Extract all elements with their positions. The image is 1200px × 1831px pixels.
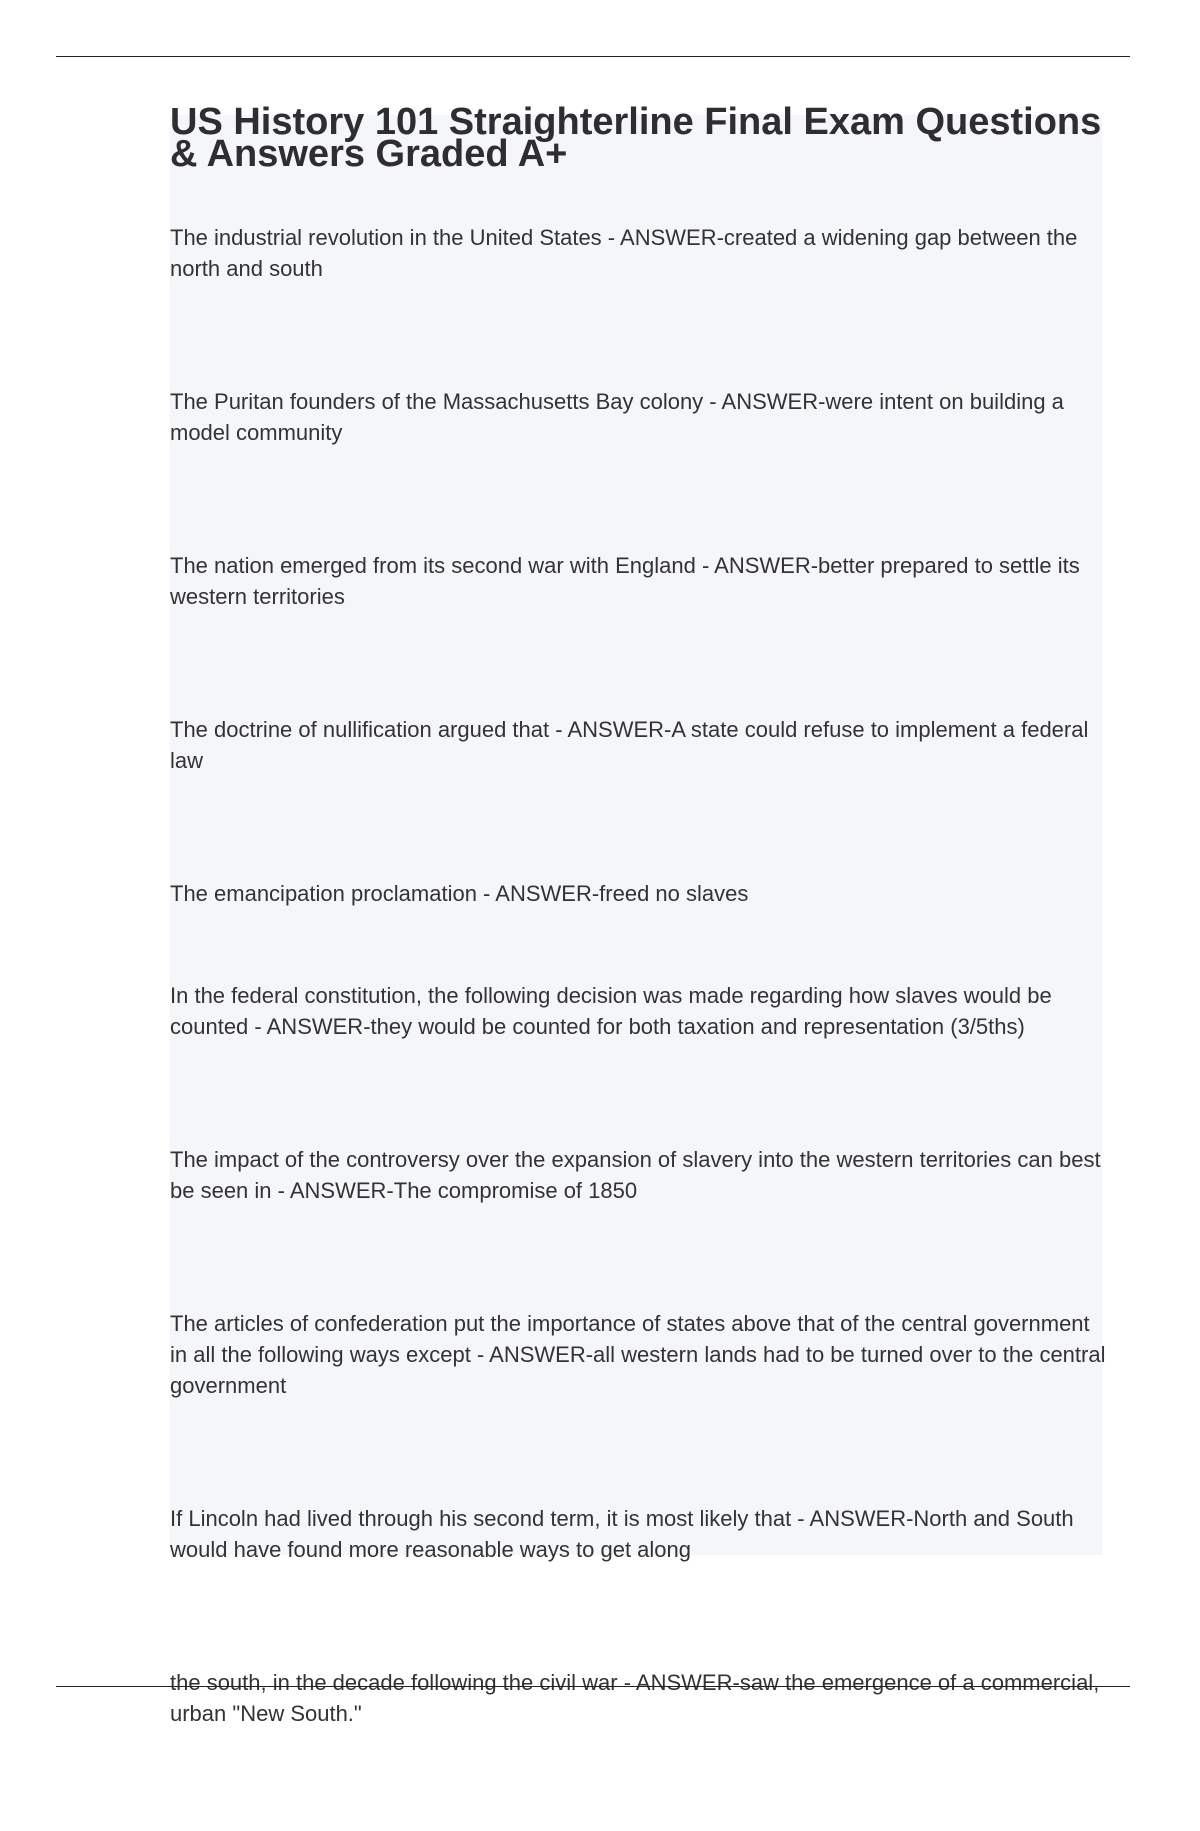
qa-item: The emancipation proclamation - ANSWER-freed no slaves xyxy=(170,881,749,906)
bottom-divider xyxy=(56,1686,1130,1687)
qa-item: The nation emerged from its second war with England - ANSWER-better prepared to settle its western territories xyxy=(170,553,1080,609)
qa-item: the south, in the decade following the civil war - ANSWER-saw the emergence of a commercial, urban "New South." xyxy=(170,1670,1100,1726)
qa-item: If Lincoln had lived through his second term, it is most likely that - ANSWER-North and South would have found more reasonable ways to get along xyxy=(170,1506,1074,1562)
qa-list xyxy=(170,222,1110,1831)
qa-item: The Puritan founders of the Massachusetts Bay colony - ANSWER-were intent on building a model community xyxy=(170,389,1064,445)
qa-item: In the federal constitution, the following decision was made regarding how slaves would be counted - ANSWER-they would be counted for both taxation and representation (3/5ths) xyxy=(170,983,1052,1039)
qa-item: The impact of the controversy over the expansion of slavery into the western territories can best be seen in - ANSWER-The compromise of 1850 xyxy=(170,1147,1101,1203)
qa-item: The articles of confederation put the importance of states above that of the central government in all the following ways except - ANSWER-all western lands had to be turned over to the central government xyxy=(170,1311,1106,1398)
top-divider xyxy=(56,56,1130,57)
qa-item: The industrial revolution in the United States - ANSWER-created a widening gap between the north and south xyxy=(170,225,1078,281)
qa-item: The doctrine of nullification argued that - ANSWER-A state could refuse to implement a federal law xyxy=(170,717,1089,773)
document-title: US History 101 Straighterline Final Exam Questions & Answers Graded A+ xyxy=(170,101,1102,175)
